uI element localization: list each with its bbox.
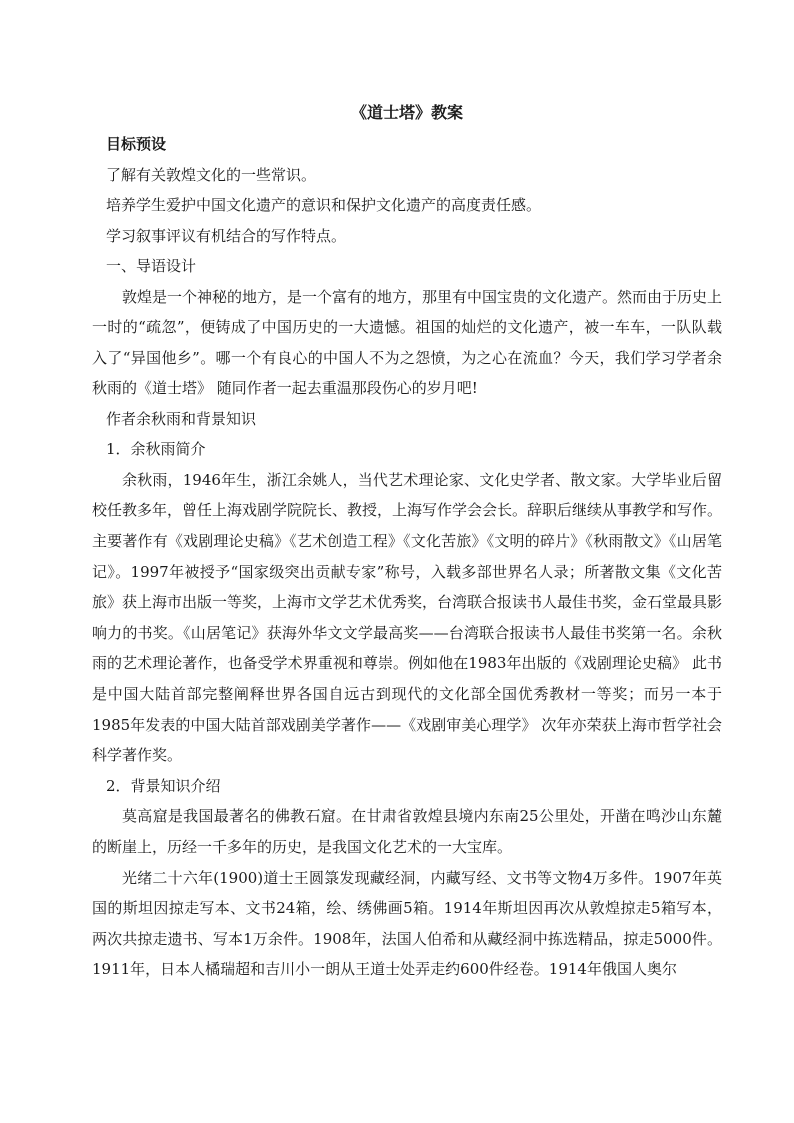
goal-item: 培养学生爱护中国文化遗产的意识和保护文化遗产的高度责任感。 xyxy=(106,196,542,214)
section-heading-author: 作者余秋雨和背景知识 xyxy=(106,409,257,428)
intro-paragraph: 敦煌是一个神秘的地方，是一个富有的地方，那里有中国宝贵的文化遗产。然而由于历史上一时的“疏忽”，便铸成了中国历史的一大遗憾。祖国的灿烂的文化遗产，被一车车，一队队载入了“异国他乡”。哪一个有良心的中国人不为之怨愤，为之心在流血？今天，我们学习学者余秋雨的《道士塔》 随同作者一起去重温那段伤心的岁月吧! xyxy=(92,287,723,398)
document-body xyxy=(92,99,722,985)
subheading-author-intro: 1．余秋雨简介 xyxy=(106,440,206,459)
document-title: 《道士塔》教案 xyxy=(350,103,463,122)
goal-item: 学习叙事评议有机结合的写作特点。 xyxy=(106,226,347,245)
goal-item: 了解有关敦煌文化的一些常识。 xyxy=(106,165,317,184)
background-paragraph: 莫高窟是我国最著名的佛教石窟。在甘肃省敦煌县境内东南25公里处，开凿在鸣沙山东麓的断崖上，历经一千多年的历史，是我国文化艺术的一大宝库。 xyxy=(92,807,722,856)
author-paragraph: 余秋雨，1946年生，浙江余姚人，当代艺术理论家、文化史学者、散文家。大学毕业后留校任教多年，曾任上海戏剧学院院长、教授，上海写作学会会长。辞职后继续从事教学和写作。主要著作有《戏剧理论史稿》《艺术创造工程》《文化苦旅》《文明的碎片》《秋雨散文》《山居笔记》。1997年被授予“国家级突出贡献专家”称号，入载多部世界名人录；所著散文集《文化苦旅》获上海市出版一等奖，上海市文学艺术优秀奖，台湾联合报读书人最佳书奖，金石堂最具影响力的书奖。《山居笔记》获海外华文文学最高奖——台湾联合报读书人最佳书奖第一名。余秋雨的艺术理论著作，也备受学术界重视和尊崇。例如他在1983年出版的《戏剧理论史稿》 此书是中国大陆首部完整阐释世界各国自远古到现代的文化部全国优秀教材一等奖；而另一本于1985年发表的中国大陆首部戏剧美学著作——《戏剧审美心理学》 次年亦荣获上海市哲学社会科学著作奖。 xyxy=(92,470,723,765)
background-paragraph: 光绪二十六年(1900)道士王圆箓发现藏经洞，内藏写经、文书等文物4万多件。1907年英国的斯坦因掠走写本、文书24箱，绘、绣佛画5箱。1914年斯坦因再次从敦煌掠走5箱写本，两次共掠走遗书、写本1万余件。1908年，法国人伯希和从藏经洞中拣选精品，掠走5000件。1911年，日本人橘瑞超和吉川小一朗从王道士处弄走约600件经卷。1914年俄国人奥尔 xyxy=(92,868,722,979)
subheading-background: 2．背景知识介绍 xyxy=(106,776,221,795)
section-heading-intro: 一、导语设计 xyxy=(106,257,197,275)
section-heading-goals: 目标预设 xyxy=(106,135,167,153)
